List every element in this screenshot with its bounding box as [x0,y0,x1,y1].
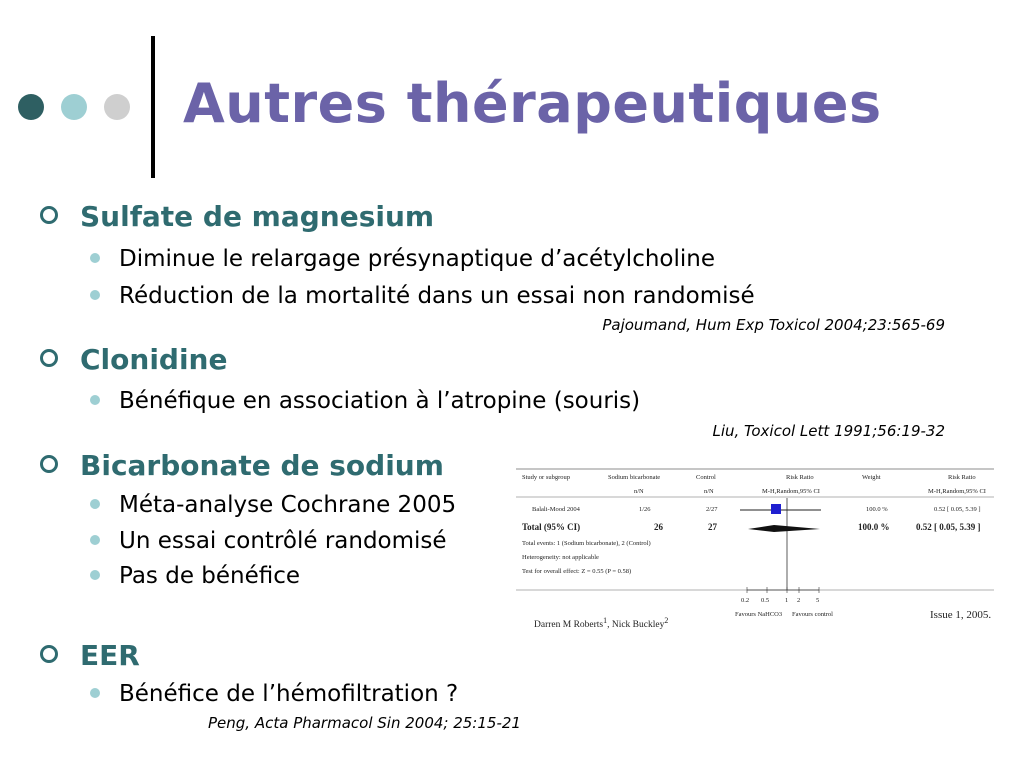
title-divider [151,36,155,178]
bullet-dot-icon [90,570,100,580]
decor-dot-light [61,94,87,120]
note-heterogeneity: Heterogeneity: not applicable [522,554,599,561]
decor-dot-dark [18,94,44,120]
total-weight: 100.0 % [858,522,890,532]
study-control: 2/27 [706,506,718,513]
study-treatment: 1/26 [639,506,651,513]
header-treatment: Sodium bicarbonate [608,474,661,481]
favours-right: Favours control [792,611,833,618]
decor-dot-grey [104,94,130,120]
study-point-marker [771,504,781,514]
bullet-item: Un essai contrôlé randomisé [90,528,447,554]
note-events: Total events: 1 (Sodium bicarbonate), 2 (Control) [522,540,651,547]
total-treatment: 26 [654,522,663,532]
bullet-dot-icon [90,499,100,509]
reference-pajoumand: Pajoumand, Hum Exp Toxicol 2004;23:565-69 [602,316,945,334]
reference-liu: Liu, Toxicol Lett 1991;56:19-32 [712,422,945,440]
bullet-item: Pas de bénéfice [90,563,300,589]
favours-left: Favours NaHCO3 [735,611,783,618]
section-heading-magnesium: Sulfate de magnesium [40,200,434,233]
total-diamond-marker [748,525,820,532]
ring-bullet-icon [40,206,58,224]
slide-title: Autres thérapeutiques [183,72,882,135]
header-rr: Risk Ratio [786,474,814,481]
bullet-dot-icon [90,535,100,545]
bullet-item: Bénéfique en association à l’atropine (souris) [90,388,640,414]
header-study: Study or subgroup [522,474,571,481]
bullet-item: Méta-analyse Cochrane 2005 [90,492,456,518]
header-weight: Weight [862,474,881,481]
tick-label-1: 1 [785,597,789,604]
forest-plot-figure [516,466,994,634]
section-heading-bicarbonate: Bicarbonate de sodium [40,449,444,482]
tick-label-2: 2 [797,597,801,604]
header-control: Control [696,474,716,481]
forest-plot-graphic [516,466,994,634]
tick-label-0.5: 0.5 [761,597,770,604]
bullet-item: Diminue le relargage présynaptique d’acétylcholine [90,246,715,272]
bullet-dot-icon [90,253,100,263]
bullet-item: Bénéfice de l’hémofiltration ? [90,681,458,707]
total-control: 27 [708,522,717,532]
figure-authors: Darren M Roberts$^1$, Nick Buckley$^2$ [534,616,669,631]
bullet-dot-icon [90,290,100,300]
header-rr-sub: M-H,Random,95% CI [762,488,820,495]
study-rr: 0.52 [ 0.05, 5.39 ] [934,506,981,513]
ring-bullet-icon [40,349,58,367]
reference-peng: Peng, Acta Pharmacol Sin 2004; 25:15-21 [208,714,521,732]
study-weight: 100.0 % [866,506,888,513]
ring-bullet-icon [40,455,58,473]
bullet-item: Réduction de la mortalité dans un essai non randomisé [90,283,755,309]
note-overall: Test for overall effect: Z = 0.55 (P = 0.58) [522,568,632,575]
total-name: Total (95% CI) [522,522,581,532]
header-treatment-sub: n/N [634,488,644,495]
study-name: Balali-Mood 2004 [532,506,580,513]
tick-label-0.2: 0.2 [741,597,750,604]
section-heading-clonidine: Clonidine [40,343,227,376]
ring-bullet-icon [40,645,58,663]
header-rr2: Risk Ratio [948,474,976,481]
total-rr: 0.52 [ 0.05, 5.39 ] [916,522,981,532]
tick-label-5: 5 [816,597,820,604]
section-heading-eer: EER [40,639,140,672]
bullet-dot-icon [90,395,100,405]
bullet-dot-icon [90,688,100,698]
figure-issue: Issue 1, 2005. [930,609,992,621]
header-rr2-sub: M-H,Random,95% CI [928,488,986,495]
header-control-sub: n/N [704,488,714,495]
